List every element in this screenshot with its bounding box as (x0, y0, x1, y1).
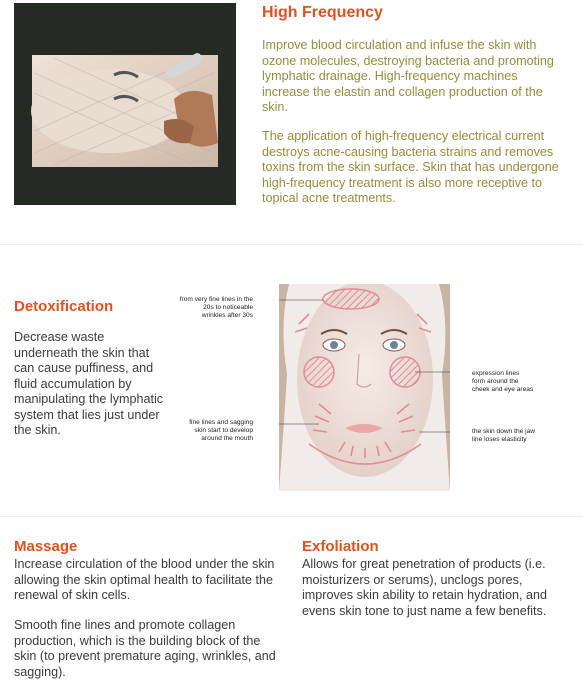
massage-paragraph-1: Increase circulation of the blood under the skin allowing the skin optimal health to facilitate the renewal of skin cells. (14, 557, 275, 602)
treatment-photo-illustration (14, 3, 236, 205)
exfoliation-title: Exfoliation (302, 538, 379, 555)
detoxification-title: Detoxification (14, 298, 114, 315)
high-frequency-paragraph-2: The application of high-frequency electrical current destroys acne-causing bacteria strains and removes toxins from the skin surface. Skin that has undergone high-frequency treatment is also more receptive to topical acne treatments. (262, 129, 559, 205)
high-frequency-title: High Frequency (262, 4, 383, 21)
note-jaw-line: the skin down the jaw line loses elasticity (472, 428, 536, 443)
face-illustration (279, 284, 450, 491)
exfoliation-body: Allows for great penetration of products (i.e. moisturizers or serums), unclogs pores, improves skin ability to retain hydration, and evens skin tone to just name a few benefits. (302, 557, 548, 618)
note-fine-lines-20s: from very fine lines in the 20s to noticeable wrinkles after 30s (179, 296, 253, 319)
section-divider (0, 516, 583, 517)
detoxification-body: Decrease waste underneath the skin that can cause puffiness, and fluid accumulation by manipulating the lymphatic system that lies just under the skin. (14, 330, 164, 437)
treatment-photo (14, 3, 236, 205)
section-divider (0, 244, 583, 245)
massage-title: Massage (14, 538, 78, 555)
note-mouth-lines: fine lines and sagging skin start to develop around the mouth (189, 419, 253, 442)
high-frequency-paragraph-1: Improve blood circulation and infuse the skin with ozone molecules, destroying bacteria and promoting lymphatic drainage. High-frequency machines increase the elastin and collagen production of the skin. (262, 38, 554, 114)
face-diagram (279, 284, 450, 491)
note-expression-lines: expression lines form around the cheek and eye areas (472, 370, 534, 393)
massage-paragraph-2: Smooth fine lines and promote collagen production, which is the building block of the skin (to prevent premature aging, wrinkles, and sagging). (14, 618, 276, 679)
